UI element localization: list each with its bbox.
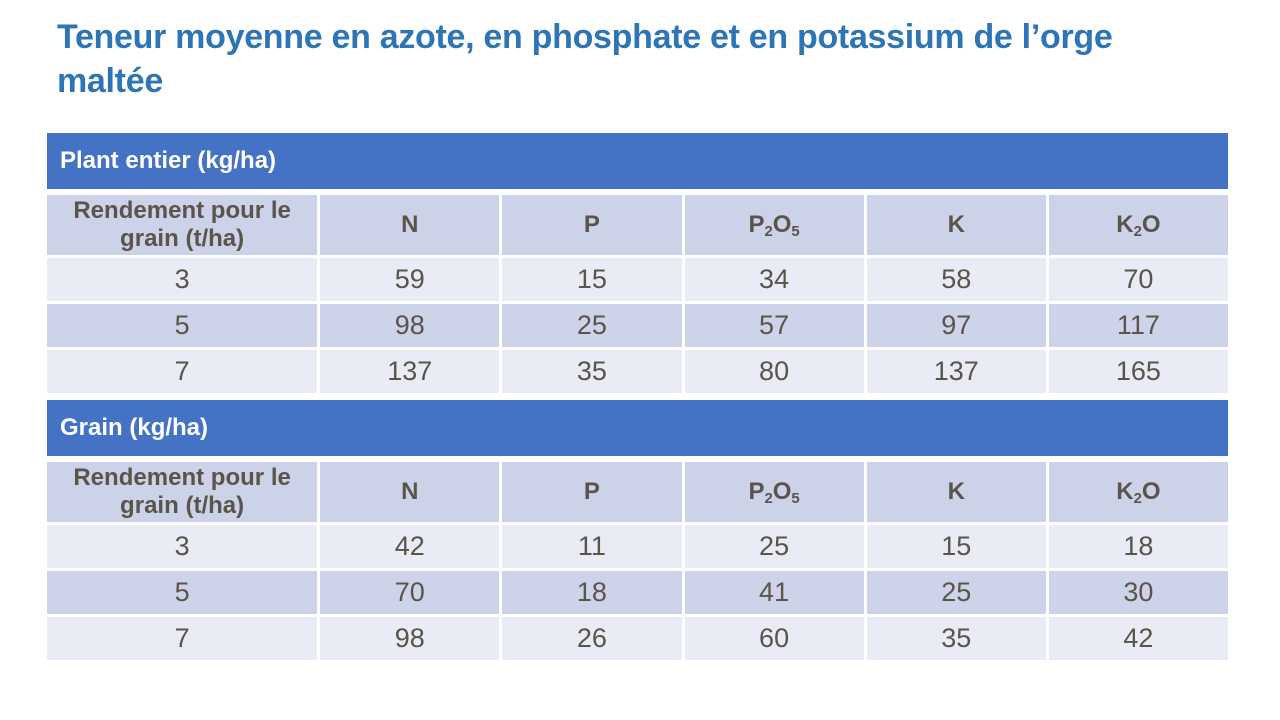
data-cell: 57 [685, 304, 864, 347]
column-header: $P_2O_5$ [685, 195, 864, 255]
data-cell: 26 [502, 617, 681, 660]
data-cell: 98 [320, 304, 499, 347]
header-row [47, 462, 1228, 522]
table-row [47, 617, 1228, 660]
data-cell: 25 [502, 304, 681, 347]
header-row [47, 195, 1228, 255]
data-table [44, 192, 1231, 396]
data-cell: 42 [320, 525, 499, 568]
data-cell: 18 [502, 571, 681, 614]
row-header-cell: 5 [47, 571, 317, 614]
data-cell: 25 [685, 525, 864, 568]
data-cell: 70 [1049, 258, 1228, 301]
table-row [47, 525, 1228, 568]
column-header: N [320, 462, 499, 522]
data-cell: 11 [502, 525, 681, 568]
row-header-cell: 3 [47, 258, 317, 301]
page-title: Teneur moyenne en azote, en phosphate et en potassium de l’orge maltée [57, 18, 1113, 100]
table-row [47, 350, 1228, 393]
data-cell: 165 [1049, 350, 1228, 393]
table-title-band [47, 133, 1228, 189]
data-cell: 34 [685, 258, 864, 301]
data-cell: 35 [867, 617, 1046, 660]
data-cell: 18 [1049, 525, 1228, 568]
data-cell: 60 [685, 617, 864, 660]
data-table [44, 459, 1231, 663]
table-row [47, 304, 1228, 347]
data-cell: 97 [867, 304, 1046, 347]
table-title-label: Plant entier (kg/ha) [60, 147, 277, 174]
column-header: Rendement pour le grain (t/ha) [47, 195, 317, 255]
data-cell: 98 [320, 617, 499, 660]
column-header: K [867, 195, 1046, 255]
data-cell: 15 [867, 525, 1046, 568]
row-header-cell: 3 [47, 525, 317, 568]
row-header-cell: 7 [47, 350, 317, 393]
table-row [47, 258, 1228, 301]
data-cell: 15 [502, 258, 681, 301]
column-header: P [502, 195, 681, 255]
data-cell: 30 [1049, 571, 1228, 614]
data-cell: 137 [867, 350, 1046, 393]
table-title-band [47, 400, 1228, 456]
column-header: K [867, 462, 1046, 522]
data-cell: 25 [867, 571, 1046, 614]
column-header: Rendement pour le grain (t/ha) [47, 462, 317, 522]
column-header: N [320, 195, 499, 255]
data-cell: 70 [320, 571, 499, 614]
data-cell: 42 [1049, 617, 1228, 660]
table-title-label: Grain (kg/ha) [60, 414, 209, 441]
data-cell: 35 [502, 350, 681, 393]
column-header: $K_2O$ [1049, 195, 1228, 255]
data-cell: 41 [685, 571, 864, 614]
column-header: P [502, 462, 681, 522]
row-header-cell: 7 [47, 617, 317, 660]
data-cell: 58 [867, 258, 1046, 301]
data-cell: 117 [1049, 304, 1228, 347]
data-cell: 137 [320, 350, 499, 393]
table-row [47, 571, 1228, 614]
column-header: $P_2O_5$ [685, 462, 864, 522]
tables-container [47, 133, 1228, 667]
data-cell: 59 [320, 258, 499, 301]
column-header: $K_2O$ [1049, 462, 1228, 522]
table-section-2 [47, 400, 1228, 663]
data-cell: 80 [685, 350, 864, 393]
row-header-cell: 5 [47, 304, 317, 347]
table-section-1 [47, 133, 1228, 396]
